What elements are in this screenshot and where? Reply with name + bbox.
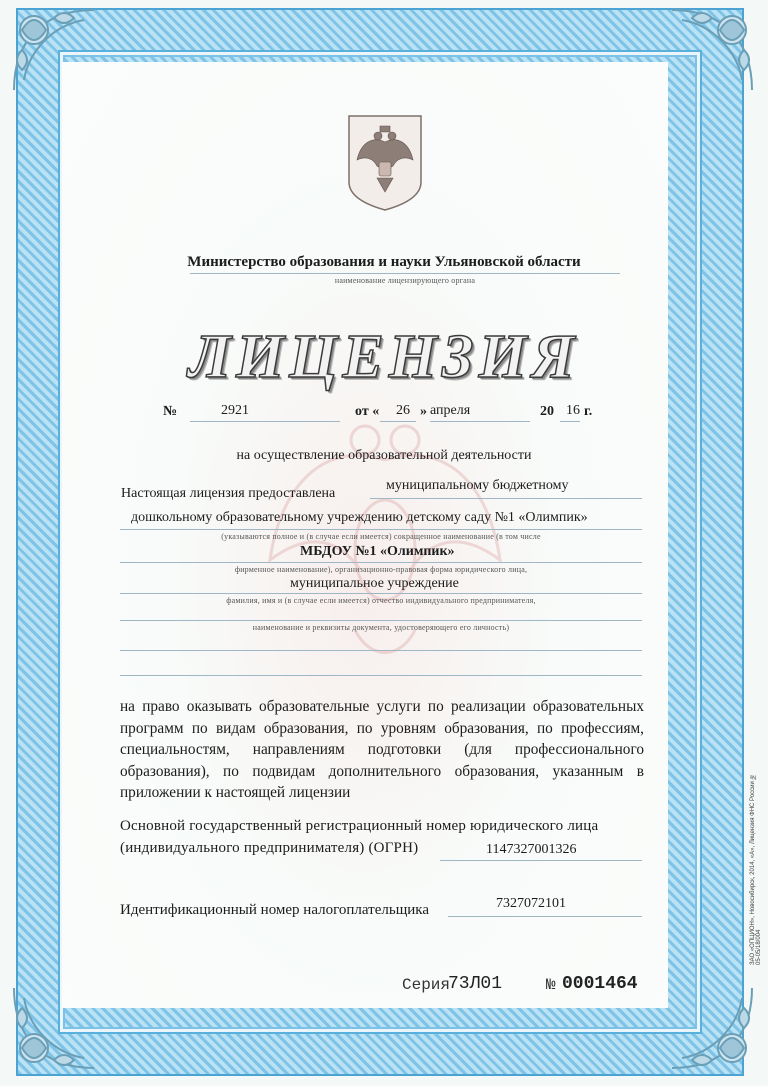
short-name-underline — [120, 562, 642, 563]
caption-identity-doc: наименование и реквизиты документа, удостоверяющего его личность) — [252, 623, 510, 632]
month-underline — [430, 421, 530, 422]
date-day-close: » — [420, 404, 427, 419]
serial-number-label: № — [546, 976, 556, 994]
year-suffix: 16 — [566, 403, 580, 418]
ministry-underline — [190, 273, 620, 274]
caption-entrepreneur: фамилия, имя и (в случае если имеется) отчество индивидуального предпринимателя, — [226, 596, 536, 605]
blank-underline-3 — [120, 675, 642, 676]
year-prefix: 20 — [540, 404, 554, 419]
licensee-underline-2 — [120, 529, 642, 530]
date-from-label: от « — [355, 404, 380, 419]
inn-value: 7327072101 — [496, 896, 566, 911]
coat-of-arms-icon — [345, 112, 425, 212]
license-number: 2921 — [221, 403, 249, 418]
ogrn-value: 1147327001326 — [486, 842, 577, 857]
year-underline — [560, 421, 580, 422]
ogrn-underline — [440, 860, 642, 861]
inn-underline — [448, 916, 642, 917]
corner-ornament-icon — [666, 982, 762, 1078]
corner-ornament-icon — [4, 0, 100, 96]
corner-ornament-icon — [666, 0, 762, 96]
date-day: 26 — [396, 403, 410, 418]
corner-ornament-icon — [4, 982, 100, 1078]
ministry-name: Министерство образования и науки Ульяновской области — [187, 254, 581, 270]
number-underline — [190, 421, 340, 422]
inn-label: Идентификационный номер налогоплательщика — [120, 902, 430, 918]
licensee-line-1: муниципальному бюджетному — [386, 478, 569, 493]
licensee-org-form: муниципальное учреждение — [290, 576, 459, 591]
caption-full-name: (указываются полное и (в случае если имеется) сокращенное наименование (в том числе — [221, 532, 541, 541]
licensee-line-2: дошкольному образовательному учреждению детскому саду №1 «Олимпик» — [131, 510, 588, 525]
caption-legal-form: фирменное наименование), организационно-правовая форма юридического лица, — [234, 565, 528, 574]
day-underline — [380, 421, 416, 422]
license-purpose: на осуществление образовательной деятельности — [236, 448, 532, 463]
serial-number-value: 0001464 — [562, 974, 638, 994]
number-label: № — [163, 404, 178, 419]
licensee-underline-1 — [370, 498, 642, 499]
blank-underline-2 — [120, 650, 642, 651]
date-month: апреля — [430, 403, 471, 418]
blank-underline-1 — [120, 620, 642, 621]
granted-label: Настоящая лицензия предоставлена — [121, 486, 336, 501]
printer-imprint: ЗАО «ОПЦИОН», Новосибирск, 2014, «А», Лицензия ФНС России № 05-05/18/004 — [750, 773, 762, 965]
year-unit: г. — [584, 404, 593, 419]
series-value: 73Л01 — [448, 974, 503, 994]
org-form-underline — [120, 593, 642, 594]
licensee-short-name: МБДОУ №1 «Олимпик» — [300, 544, 455, 559]
document-title: ЛИЦЕНЗИЯ — [188, 323, 580, 391]
series-label: Серия — [402, 976, 451, 994]
rights-paragraph: на право оказывать образовательные услуги по реализации образовательных программ по видам образования, по уровням образования, по профессиям, специальностям, направлениям подготовки (для профессионального образования), по подвидам дополнительного образования, указанным в приложении к настоящей лицензии — [120, 698, 644, 801]
ogrn-label-1: Основной государственный регистрационный номер юридического лица — [120, 818, 599, 834]
ministry-caption: наименование лицензирующего органа — [334, 276, 476, 285]
ogrn-label-2: (индивидуального предпринимателя) (ОГРН) — [120, 840, 419, 856]
